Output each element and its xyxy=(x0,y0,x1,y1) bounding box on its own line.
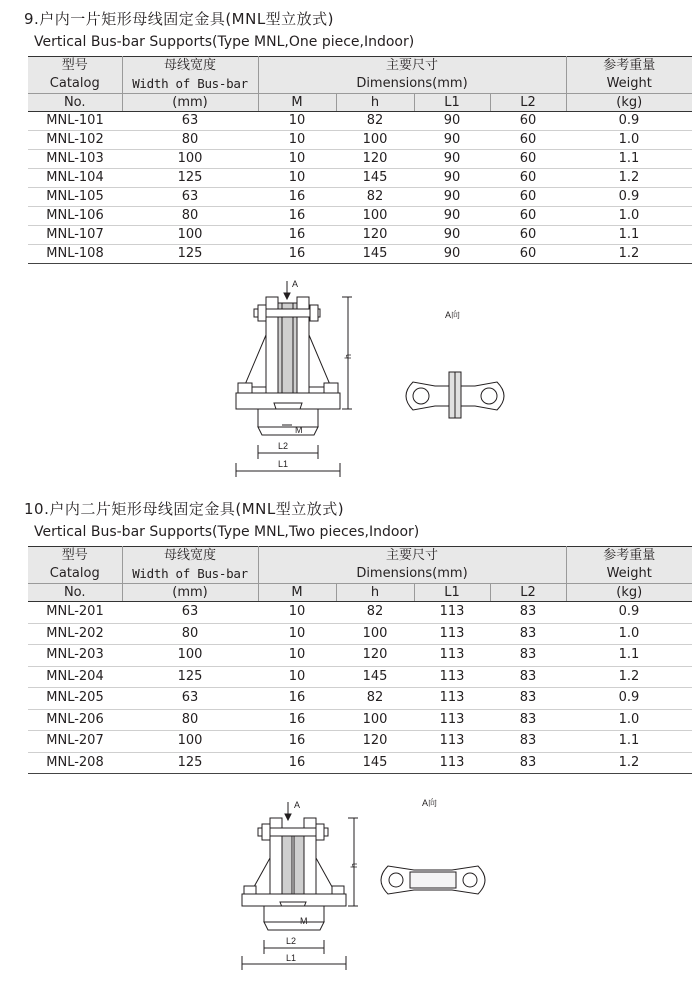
cell-l2: 83 xyxy=(490,666,566,688)
cell-m: 10 xyxy=(258,645,336,667)
cell-width: 125 xyxy=(122,169,258,188)
cell-l1: 90 xyxy=(414,131,490,150)
cell-m: 10 xyxy=(258,131,336,150)
cell-l2: 60 xyxy=(490,150,566,169)
a-view-drawing xyxy=(370,796,500,916)
cell-catalog-no: MNL-102 xyxy=(28,131,122,150)
cell-h: 82 xyxy=(336,188,414,207)
cell-m: 10 xyxy=(258,666,336,688)
header-dims-cn: 主要尺寸 xyxy=(258,547,566,566)
table-row xyxy=(28,226,692,245)
cell-l2: 83 xyxy=(490,709,566,731)
cell-weight: 1.1 xyxy=(566,645,692,667)
header-row-units xyxy=(28,94,692,112)
header-catalog-unit: No. xyxy=(28,94,122,112)
cell-catalog-no: MNL-103 xyxy=(28,150,122,169)
header-width-en: Width of Bus-bar xyxy=(122,565,258,584)
a-view-drawing xyxy=(395,300,515,430)
cell-catalog-no: MNL-206 xyxy=(28,709,122,731)
cell-width: 100 xyxy=(122,731,258,753)
table-body xyxy=(28,112,692,264)
cell-l1: 90 xyxy=(414,245,490,264)
cell-weight: 0.9 xyxy=(566,112,692,131)
cell-h: 100 xyxy=(336,709,414,731)
section-title-cn: 10.户内二片矩形母线固定金具(MNL型立放式) xyxy=(24,500,345,518)
table-row xyxy=(28,207,692,226)
table-row xyxy=(28,623,692,645)
header-row-en xyxy=(28,565,692,584)
cell-m: 16 xyxy=(258,688,336,710)
spec-table xyxy=(28,546,692,774)
table-row xyxy=(28,645,692,667)
cell-width: 63 xyxy=(122,688,258,710)
cell-width: 63 xyxy=(122,602,258,624)
cell-l1: 90 xyxy=(414,150,490,169)
cell-l1: 113 xyxy=(414,688,490,710)
header-dims-en: Dimensions(mm) xyxy=(258,75,566,94)
cell-m: 10 xyxy=(258,623,336,645)
cell-l2: 60 xyxy=(490,131,566,150)
header-row-cn xyxy=(28,547,692,566)
cell-weight: 1.1 xyxy=(566,226,692,245)
cell-m: 10 xyxy=(258,112,336,131)
label-a: A xyxy=(292,279,299,289)
cell-l2: 60 xyxy=(490,169,566,188)
header-col-h: h xyxy=(336,584,414,602)
cell-width: 125 xyxy=(122,245,258,264)
header-width-en: Width of Bus-bar xyxy=(122,75,258,94)
cell-h: 82 xyxy=(336,602,414,624)
cell-l1: 90 xyxy=(414,226,490,245)
header-width-unit: (mm) xyxy=(122,94,258,112)
cell-catalog-no: MNL-107 xyxy=(28,226,122,245)
cell-l2: 83 xyxy=(490,602,566,624)
table-body xyxy=(28,602,692,774)
cell-weight: 1.1 xyxy=(566,150,692,169)
cell-h: 145 xyxy=(336,752,414,774)
cell-m: 10 xyxy=(258,150,336,169)
cell-catalog-no: MNL-104 xyxy=(28,169,122,188)
header-row-en xyxy=(28,75,692,94)
header-weight-unit: (kg) xyxy=(566,584,692,602)
cell-catalog-no: MNL-108 xyxy=(28,245,122,264)
cell-catalog-no: MNL-105 xyxy=(28,188,122,207)
table-row xyxy=(28,752,692,774)
cell-m: 16 xyxy=(258,752,336,774)
cell-h: 82 xyxy=(336,688,414,710)
header-weight-unit: (kg) xyxy=(566,94,692,112)
header-width-cn: 母线宽度 xyxy=(122,547,258,566)
cell-h: 82 xyxy=(336,112,414,131)
label-m: M xyxy=(295,425,303,435)
cell-l1: 113 xyxy=(414,731,490,753)
header-row-cn xyxy=(28,57,692,76)
spec-table xyxy=(28,56,692,264)
header-col-m: M xyxy=(258,94,336,112)
table-row xyxy=(28,188,692,207)
cell-m: 10 xyxy=(258,169,336,188)
label-l1: L1 xyxy=(286,953,297,963)
front-view-drawing xyxy=(220,275,370,485)
cell-l2: 60 xyxy=(490,207,566,226)
cell-l2: 83 xyxy=(490,688,566,710)
label-view: A向 xyxy=(422,798,438,808)
cell-l2: 60 xyxy=(490,245,566,264)
cell-l2: 83 xyxy=(490,731,566,753)
label-l1: L1 xyxy=(278,459,289,469)
cell-h: 145 xyxy=(336,666,414,688)
cell-h: 120 xyxy=(336,731,414,753)
cell-weight: 1.0 xyxy=(566,709,692,731)
header-col-l1: L1 xyxy=(414,584,490,602)
table-row xyxy=(28,709,692,731)
header-col-l2: L2 xyxy=(490,94,566,112)
cell-catalog-no: MNL-203 xyxy=(28,645,122,667)
cell-l1: 90 xyxy=(414,169,490,188)
header-dims-cn: 主要尺寸 xyxy=(258,57,566,76)
cell-catalog-no: MNL-106 xyxy=(28,207,122,226)
cell-h: 120 xyxy=(336,645,414,667)
header-dims-en: Dimensions(mm) xyxy=(258,565,566,584)
cell-width: 80 xyxy=(122,623,258,645)
header-width-unit: (mm) xyxy=(122,584,258,602)
front-view-drawing xyxy=(230,798,380,978)
cell-l1: 113 xyxy=(414,623,490,645)
cell-width: 80 xyxy=(122,207,258,226)
cell-l1: 113 xyxy=(414,645,490,667)
cell-weight: 1.0 xyxy=(566,207,692,226)
cell-h: 100 xyxy=(336,131,414,150)
cell-weight: 1.1 xyxy=(566,731,692,753)
cell-m: 16 xyxy=(258,207,336,226)
cell-catalog-no: MNL-202 xyxy=(28,623,122,645)
header-weight-cn: 参考重量 xyxy=(566,547,692,566)
cell-l1: 113 xyxy=(414,709,490,731)
cell-m: 16 xyxy=(258,226,336,245)
cell-l1: 90 xyxy=(414,112,490,131)
section-title-en: Vertical Bus-bar Supports(Type MNL,Two pieces,Indoor) xyxy=(34,524,420,540)
cell-l2: 83 xyxy=(490,752,566,774)
cell-l2: 60 xyxy=(490,226,566,245)
header-catalog-unit: No. xyxy=(28,584,122,602)
table-row xyxy=(28,169,692,188)
cell-weight: 0.9 xyxy=(566,602,692,624)
label-m: M xyxy=(300,916,308,926)
header-catalog-en: Catalog xyxy=(28,75,122,94)
cell-l2: 83 xyxy=(490,623,566,645)
header-col-m: M xyxy=(258,584,336,602)
section-title-en: Vertical Bus-bar Supports(Type MNL,One piece,Indoor) xyxy=(34,34,415,50)
table-row xyxy=(28,150,692,169)
header-col-l2: L2 xyxy=(490,584,566,602)
cell-width: 100 xyxy=(122,645,258,667)
cell-l2: 60 xyxy=(490,112,566,131)
cell-h: 120 xyxy=(336,150,414,169)
cell-m: 16 xyxy=(258,709,336,731)
label-l2: L2 xyxy=(286,936,297,946)
cell-h: 145 xyxy=(336,169,414,188)
cell-h: 120 xyxy=(336,226,414,245)
cell-width: 100 xyxy=(122,150,258,169)
label-h: h xyxy=(343,353,353,359)
cell-l1: 90 xyxy=(414,188,490,207)
cell-m: 10 xyxy=(258,602,336,624)
cell-h: 145 xyxy=(336,245,414,264)
cell-catalog-no: MNL-208 xyxy=(28,752,122,774)
header-width-cn: 母线宽度 xyxy=(122,57,258,76)
header-row-units xyxy=(28,584,692,602)
cell-weight: 1.2 xyxy=(566,752,692,774)
cell-l2: 83 xyxy=(490,645,566,667)
cell-m: 16 xyxy=(258,731,336,753)
table-row xyxy=(28,112,692,131)
cell-m: 16 xyxy=(258,188,336,207)
table-row xyxy=(28,688,692,710)
cell-catalog-no: MNL-101 xyxy=(28,112,122,131)
table-row xyxy=(28,602,692,624)
header-col-h: h xyxy=(336,94,414,112)
cell-h: 100 xyxy=(336,207,414,226)
cell-weight: 0.9 xyxy=(566,688,692,710)
header-catalog-en: Catalog xyxy=(28,565,122,584)
table-row xyxy=(28,245,692,264)
cell-catalog-no: MNL-204 xyxy=(28,666,122,688)
header-weight-en: Weight xyxy=(566,75,692,94)
cell-catalog-no: MNL-207 xyxy=(28,731,122,753)
cell-l1: 113 xyxy=(414,602,490,624)
cell-catalog-no: MNL-201 xyxy=(28,602,122,624)
cell-width: 80 xyxy=(122,131,258,150)
section-title-cn: 9.户内一片矩形母线固定金具(MNL型立放式) xyxy=(24,10,335,28)
header-catalog-cn: 型号 xyxy=(28,57,122,76)
cell-catalog-no: MNL-205 xyxy=(28,688,122,710)
cell-weight: 1.2 xyxy=(566,245,692,264)
table-row xyxy=(28,666,692,688)
cell-l2: 60 xyxy=(490,188,566,207)
cell-width: 125 xyxy=(122,666,258,688)
label-view: A向 xyxy=(445,310,461,320)
header-catalog-cn: 型号 xyxy=(28,547,122,566)
cell-m: 16 xyxy=(258,245,336,264)
cell-weight: 1.0 xyxy=(566,131,692,150)
cell-l1: 113 xyxy=(414,666,490,688)
header-weight-en: Weight xyxy=(566,565,692,584)
cell-l1: 113 xyxy=(414,752,490,774)
cell-h: 100 xyxy=(336,623,414,645)
label-a: A xyxy=(294,800,301,810)
cell-width: 125 xyxy=(122,752,258,774)
header-weight-cn: 参考重量 xyxy=(566,57,692,76)
cell-width: 63 xyxy=(122,112,258,131)
cell-width: 100 xyxy=(122,226,258,245)
cell-l1: 90 xyxy=(414,207,490,226)
header-col-l1: L1 xyxy=(414,94,490,112)
cell-width: 80 xyxy=(122,709,258,731)
cell-weight: 1.2 xyxy=(566,666,692,688)
label-h: h xyxy=(349,862,359,868)
label-l2: L2 xyxy=(278,441,289,451)
cell-weight: 1.2 xyxy=(566,169,692,188)
cell-weight: 1.0 xyxy=(566,623,692,645)
cell-width: 63 xyxy=(122,188,258,207)
cell-weight: 0.9 xyxy=(566,188,692,207)
table-row xyxy=(28,131,692,150)
table-row xyxy=(28,731,692,753)
